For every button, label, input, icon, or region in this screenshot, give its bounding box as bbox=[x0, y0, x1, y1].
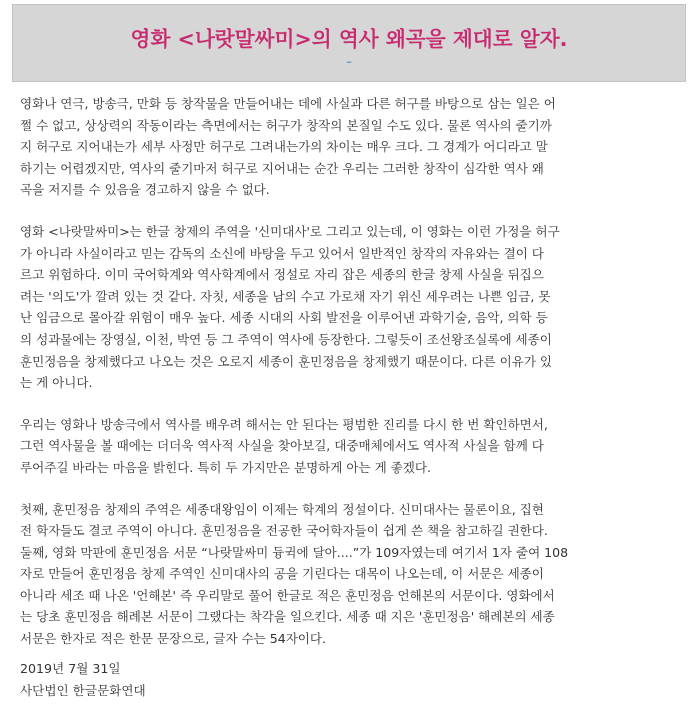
signature-organization: 사단법인 한글문화연대 bbox=[20, 682, 146, 698]
paragraph-line: 영화 <나랏말싸미>는 한글 창제의 주역을 '신미대사'로 그리고 있는데, 이 영화는 이런 가정을 허구 bbox=[20, 223, 560, 239]
paragraph-line: 는 게 아니다. bbox=[20, 375, 93, 391]
paragraph-line: 려는 '의도'가 깔려 있는 것 같다. 자칫, 세종을 남의 수고 가로채 자기 위신 세우려는 나쁜 임금, 못 bbox=[20, 288, 551, 304]
signature-block bbox=[20, 658, 146, 701]
paragraph-line: 그런 역사물을 볼 때에는 더더욱 역사적 사실을 찾아보길, 대중매체에서도 역사적 사실을 함께 다 bbox=[20, 438, 544, 454]
paragraph-line: 자로 만들어 훈민정음 창제 주역인 신미대사의 공을 기린다는 대목이 나오는데, 이 서문은 세종이 bbox=[20, 566, 544, 582]
paragraph-line: 의 성과물에는 장영실, 이천, 박연 등 그 주역이 역사에 등장한다. 그렇듯이 조선왕조실록에 세종이 bbox=[20, 331, 552, 347]
paragraph-line: 하기는 어렵겠지만, 역사의 줄기마저 허구로 지어내는 순간 우리는 그러한 창작이 심각한 역사 왜 bbox=[20, 160, 544, 176]
title-underline-mark: – bbox=[346, 55, 352, 68]
article-body bbox=[20, 93, 683, 670]
paragraph-line: 둘째, 영화 막판에 훈민정음 서문 “나랏말싸미 듕귁에 달아....”가 109자였는데 여기서 1자 줄여 108 bbox=[20, 544, 569, 560]
paragraph-line: 아니라 세조 때 나온 '언해본' 즉 우리말로 풀어 한글로 적은 훈민정음 언해본의 서문이다. 영화에서 bbox=[20, 587, 555, 603]
signature-date: 2019년 7월 31일 bbox=[20, 661, 121, 676]
paragraph-line: 난 임금으로 몰아갈 위험이 매우 높다. 세종 시대의 사회 발전을 이루어낸 과학기술, 음악, 의학 등 bbox=[20, 310, 548, 326]
paragraph-line: 지 허구로 지어내는가 세부 사정만 허구로 그려내는가의 차이는 매우 크다. 그 경계가 어디라고 말 bbox=[20, 139, 548, 155]
title-banner bbox=[12, 4, 686, 82]
paragraph-line: 영화나 연극, 방송극, 만화 등 창작물을 만들어내는 데에 사실과 다른 허구를 바탕으로 삼는 일은 어 bbox=[20, 96, 556, 111]
paragraph-2 bbox=[20, 221, 683, 394]
page-title: 영화 <나랏말싸미>의 역사 왜곡을 제대로 알자. bbox=[130, 27, 568, 51]
paragraph-line: 우리는 영화나 방송극에서 역사를 배우려 해서는 안 된다는 평범한 진리를 다시 한 번 확인하면서, bbox=[20, 416, 548, 432]
paragraph-3 bbox=[20, 414, 683, 479]
paragraph-4 bbox=[20, 499, 683, 650]
paragraph-line: 루어주길 바라는 마음을 밝힌다. 특히 두 가지만은 분명하게 아는 게 좋겠다. bbox=[20, 459, 431, 475]
paragraph-line: 서문은 한자로 적은 한문 문장으로, 글자 수는 54자이다. bbox=[20, 631, 327, 647]
paragraph-1 bbox=[20, 93, 683, 201]
paragraph-line: 전 학자들도 결코 주역이 아니다. 훈민정음을 전공한 국어학자들이 쉽게 쓴 책을 참고하길 권한다. bbox=[20, 523, 548, 539]
paragraph-line: 훈민정음을 창제했다고 나오는 것은 오로지 세종이 훈민정음을 창제했기 때문이다. 다른 이유가 있 bbox=[20, 353, 553, 369]
paragraph-line: 쩔 수 없고, 상상력의 작동이라는 측면에서는 허구가 창작의 본질일 수도 있다. 물론 역사의 줄기까 bbox=[20, 117, 552, 133]
paragraph-line: 르고 위험하다. 이미 국어학계와 역사학계에서 정설로 자리 잡은 세종의 한글 창제 사실을 뒤집으 bbox=[20, 267, 544, 283]
paragraph-line: 가 아니라 사실이라고 믿는 감독의 소신에 바탕을 두고 있어서 일반적인 창작의 자유와는 결이 다 bbox=[20, 245, 544, 261]
paragraph-line: 첫째, 훈민정음 창제의 주역은 세종대왕임이 이제는 학계의 정설이다. 신미대사는 물론이요, 집현 bbox=[20, 501, 544, 517]
paragraph-line: 는 당초 훈민정음 해례본 서문이 그랬다는 착각을 일으킨다. 세종 때 지은 '훈민정음' 해례본의 세종 bbox=[20, 609, 555, 625]
paragraph-line: 곡을 저지를 수 있음을 경고하지 않을 수 없다. bbox=[20, 182, 270, 198]
